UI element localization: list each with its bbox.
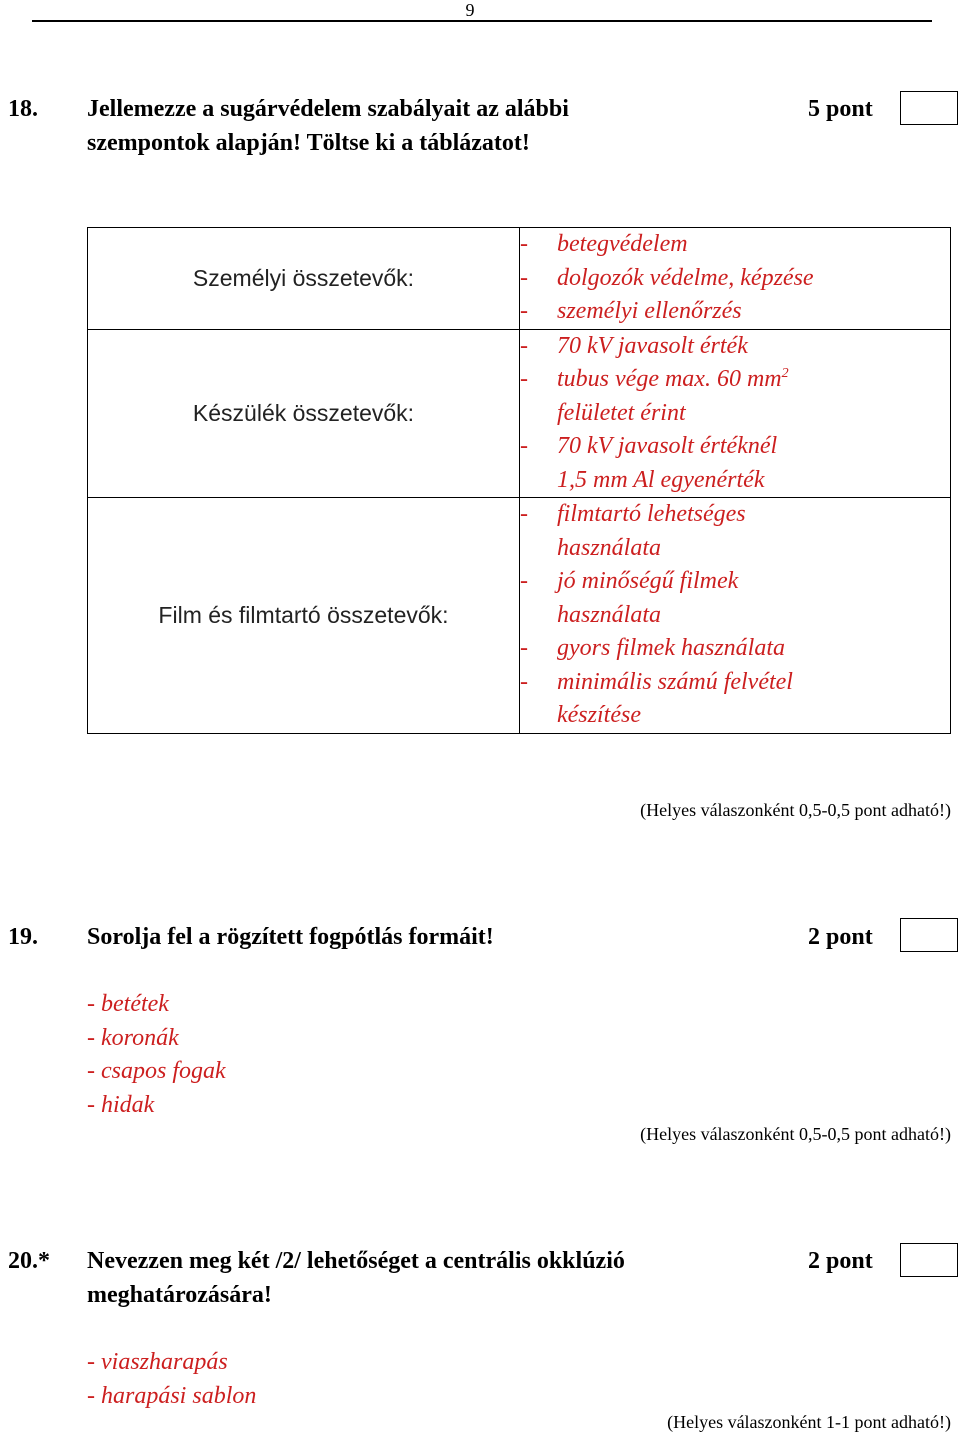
q19-answer-list <box>87 988 226 1122</box>
q20-score-box[interactable] <box>900 1243 958 1277</box>
header-rule <box>32 20 932 22</box>
q18-title-line1: Jellemezze a sugárvédelem szabályait az alábbi <box>87 96 569 122</box>
superscript: 2 <box>781 366 789 381</box>
list-item: - 70 kV javasolt érték <box>520 332 748 359</box>
row-label: Készülék összetevők: <box>88 329 520 498</box>
list-item: - csapos fogak <box>87 1058 226 1084</box>
row-label: Film és filmtartó összetevők: <box>88 498 520 734</box>
list-item: - dolgozók védelme, képzése <box>520 264 814 291</box>
page-number: 9 <box>465 0 475 20</box>
table-row <box>88 498 951 734</box>
list-item: - minimális számú felvétel készítése <box>520 668 793 728</box>
q19-scoring-note: (Helyes válaszonként 0,5-0,5 pont adható!) <box>640 1124 951 1144</box>
table-row <box>88 329 951 498</box>
row-answers <box>520 329 951 498</box>
q18-scoring-note: (Helyes válaszonként 0,5-0,5 pont adható!) <box>640 800 951 820</box>
q20-points: 2 pont <box>808 1248 873 1274</box>
q20-title-line2: meghatározására! <box>87 1282 272 1308</box>
list-item: - személyi ellenőrzés <box>520 298 742 324</box>
row-answers <box>520 228 951 330</box>
list-item: - tubus vége max. 60 $mm^2$ felületet érint <box>520 366 789 426</box>
list-item: - betétek <box>87 991 169 1017</box>
q18-number: 18. <box>8 96 38 122</box>
q19-score-box[interactable] <box>900 918 958 952</box>
q19-number: 19. <box>8 924 38 950</box>
list-item: - hidak <box>87 1091 155 1118</box>
q20-scoring-note: (Helyes válaszonként 1-1 pont adható!) <box>667 1412 951 1432</box>
row-answers <box>520 498 951 734</box>
q18-title-line2: szempontok alapján! Töltse ki a táblázatot! <box>87 130 530 156</box>
row-label: Személyi összetevők: <box>88 228 520 330</box>
q20-number: 20.* <box>8 1248 50 1274</box>
q19-points: 2 pont <box>808 924 873 950</box>
list-item: - betegvédelem <box>520 231 688 257</box>
q18-score-box[interactable] <box>900 91 958 125</box>
q20-title-line1: Nevezzen meg két /2/ lehetőséget a centrális okklúzió <box>87 1248 625 1274</box>
list-item: - jó minőségű filmek használata <box>520 568 739 628</box>
list-item: - harapási sablon <box>87 1382 257 1409</box>
q18-table <box>87 227 951 734</box>
q20-answer-list <box>87 1346 256 1413</box>
list-item: - gyors filmek használata <box>520 635 785 661</box>
list-item: - koronák <box>87 1024 179 1051</box>
list-item: - filmtartó lehetséges használata <box>520 501 746 561</box>
list-item: - viaszharapás <box>87 1349 228 1375</box>
table-row <box>88 228 951 330</box>
q19-title: Sorolja fel a rögzített fogpótlás formáit! <box>87 924 494 950</box>
list-item: - 70 kV javasolt értéknél 1,5 mm Al egyenérték <box>520 433 778 493</box>
q18-points: 5 pont <box>808 96 873 122</box>
